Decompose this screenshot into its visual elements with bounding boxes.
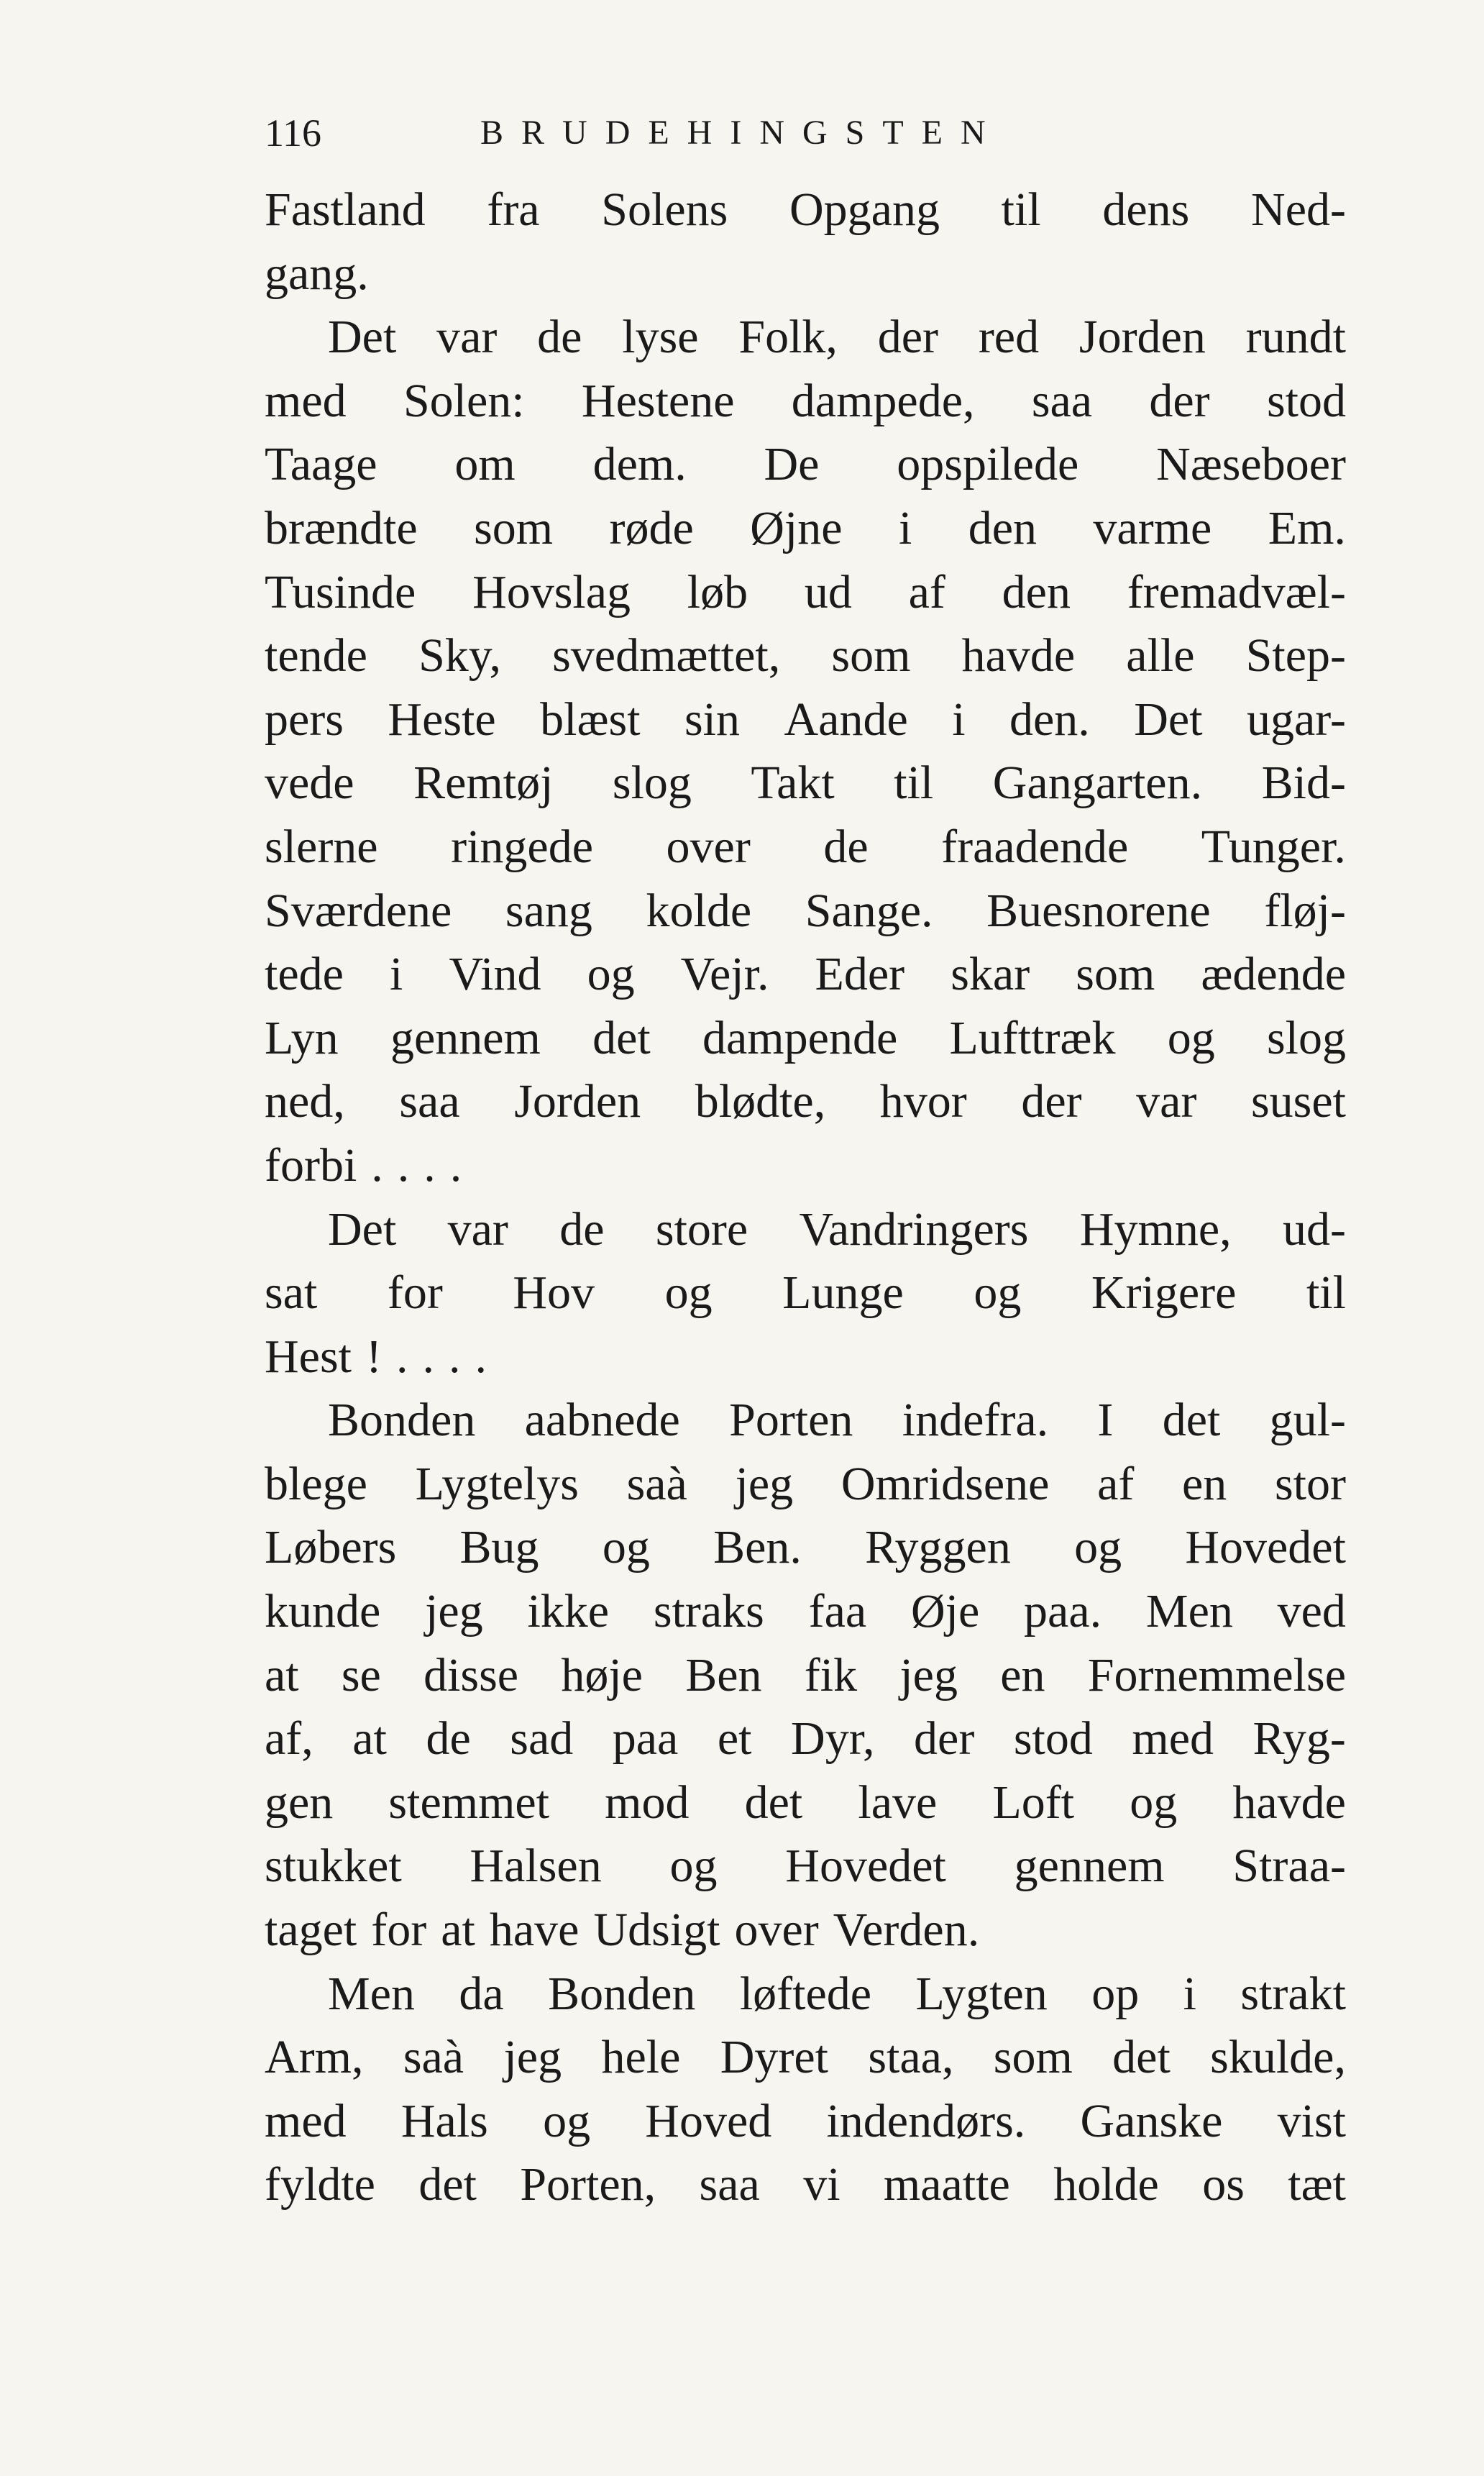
text-word: gennem (1014, 1840, 1165, 1893)
text-word: som (993, 2031, 1073, 2084)
text-word: Bonden (328, 1394, 476, 1447)
text-word: sin (684, 693, 741, 746)
text-word: rundt (1245, 311, 1346, 364)
text-word: hvor (879, 1075, 967, 1128)
text-word: af (908, 565, 945, 618)
text-word: stukket (265, 1840, 402, 1893)
text-line (265, 2026, 1346, 2090)
text-word: i (952, 693, 966, 746)
text-word: af (1097, 1457, 1135, 1510)
text-word: de (426, 1712, 471, 1765)
text-word: varme (1093, 501, 1212, 554)
text-word: De (764, 438, 820, 491)
text-word: . (449, 1138, 462, 1192)
text-word: Ben (685, 1648, 762, 1701)
text-word: og (1167, 1011, 1215, 1064)
text-line (265, 1134, 1346, 1198)
text-word: det (1162, 1394, 1221, 1447)
text-word: Ryg- (1252, 1712, 1346, 1765)
text-word: til (1001, 183, 1041, 236)
text-word: holde (1053, 2158, 1159, 2211)
text-word: saà (403, 2031, 464, 2084)
text-word: for (371, 1904, 427, 1957)
text-word: der (914, 1712, 975, 1765)
text-word: Øje (910, 1585, 980, 1638)
text-word: med (1132, 1712, 1214, 1765)
text-word: Hovedet (1185, 1521, 1346, 1574)
text-word: se (341, 1648, 381, 1701)
text-word: strakt (1240, 1967, 1346, 2020)
text-word: skulde, (1210, 2031, 1346, 2084)
text-word: Ned- (1251, 183, 1346, 236)
text-word: Vind (449, 948, 541, 1001)
text-line (265, 1963, 1346, 2027)
text-word: Ben. (713, 1521, 802, 1574)
text-word: Gangarten. (992, 757, 1203, 810)
text-word: i (390, 948, 403, 1001)
text-word: de (559, 1202, 605, 1256)
text-word: Verden. (833, 1904, 980, 1957)
text-line (265, 2090, 1346, 2154)
text-word: ædende (1201, 948, 1346, 1001)
text-word: en (1000, 1648, 1045, 1701)
text-line (265, 1899, 1346, 1963)
text-word: . (397, 1138, 410, 1192)
text-word: indendørs. (826, 2094, 1026, 2147)
text-word: Tusinde (265, 565, 416, 618)
text-word: Taage (265, 438, 377, 491)
text-word: vede (265, 757, 354, 810)
text-word: Hestene (581, 374, 735, 427)
text-word: over (666, 820, 751, 873)
text-word: gul- (1269, 1394, 1346, 1447)
text-word: løb (687, 565, 748, 618)
text-line (265, 2153, 1346, 2217)
text-word: saa (1031, 374, 1093, 427)
text-word: paa (612, 1712, 679, 1765)
text-word: Loft (992, 1776, 1075, 1829)
text-word: fyldte (265, 2158, 375, 2211)
text-word: Dyret (720, 2031, 828, 2084)
text-word: Men (1145, 1585, 1233, 1638)
text-word: for (387, 1266, 443, 1320)
text-word: den. (1009, 693, 1090, 746)
text-word: jeg (899, 1648, 958, 1701)
text-word: brændte (265, 501, 418, 554)
text-word: Hymne, (1079, 1202, 1232, 1256)
text-word: og (543, 2094, 591, 2147)
text-word: ud- (1282, 1202, 1346, 1256)
text-line (265, 1007, 1346, 1071)
text-word: lave (858, 1776, 938, 1829)
text-word: det (744, 1776, 803, 1829)
text-line (265, 1070, 1346, 1134)
text-line (265, 1580, 1346, 1644)
text-word: Det (328, 1202, 397, 1256)
text-word: ! (365, 1330, 382, 1383)
text-word: sat (265, 1266, 318, 1320)
text-word: Solens (601, 183, 728, 236)
text-word: Sværdene (265, 884, 452, 937)
text-word: den (968, 501, 1037, 554)
text-word: Aande (784, 693, 908, 746)
text-word: og (669, 1840, 718, 1893)
text-word: saa (699, 2158, 760, 2211)
text-word: Bid- (1261, 757, 1346, 810)
text-word: Porten (729, 1394, 853, 1447)
text-word: høje (561, 1648, 643, 1701)
text-word: op (1091, 1967, 1140, 2020)
text-word: suset (1251, 1075, 1346, 1128)
text-word: i (898, 501, 912, 554)
text-word: I (1097, 1394, 1114, 1447)
text-word: jeg (735, 1457, 794, 1510)
text-word: der (877, 311, 939, 364)
text-word: tæt (1288, 2158, 1346, 2211)
text-word: Løbers (265, 1521, 397, 1574)
text-word: havde (961, 629, 1076, 682)
text-word: Jorden (1078, 311, 1206, 364)
text-word: taget (265, 1904, 357, 1957)
text-word: skar (951, 948, 1030, 1001)
page-header (265, 104, 1343, 162)
text-word: de (823, 820, 869, 873)
text-word: stor (1274, 1457, 1346, 1510)
text-word: . (422, 1330, 434, 1383)
text-word: indefra. (902, 1394, 1049, 1447)
text-word: et (717, 1712, 752, 1765)
text-word: Halsen (470, 1840, 602, 1893)
text-word: tede (265, 948, 344, 1001)
text-line (265, 1261, 1346, 1325)
text-word: det (592, 1011, 651, 1064)
text-word: . (395, 1330, 408, 1383)
text-word: . (371, 1138, 383, 1192)
text-word: . (475, 1330, 487, 1383)
text-word: dampende (702, 1011, 898, 1064)
text-word: gang. (265, 247, 369, 300)
text-line (265, 688, 1346, 752)
text-line (265, 1516, 1346, 1580)
text-word: Porten, (520, 2158, 656, 2211)
text-word: og (974, 1266, 1022, 1320)
text-word: Dyr, (791, 1712, 875, 1765)
text-word: fløj- (1264, 884, 1346, 937)
text-word: opspilede (897, 438, 1079, 491)
text-word: slog (1266, 1011, 1346, 1064)
text-word: dens (1102, 183, 1190, 236)
text-word: stod (1266, 374, 1346, 427)
text-word: fra (487, 183, 540, 236)
text-word: red (978, 311, 1040, 364)
text-word: Opgang (789, 183, 940, 236)
text-word: ved (1277, 1585, 1346, 1638)
text-word: ned, (265, 1075, 345, 1128)
text-word: fik (804, 1648, 858, 1701)
text-line (265, 370, 1346, 434)
text-word: . (423, 1138, 436, 1192)
text-word: og (1130, 1776, 1178, 1829)
text-line (265, 306, 1346, 370)
text-word: Solen: (403, 374, 525, 427)
text-word: Vejr. (680, 948, 769, 1001)
text-word: jeg (503, 2031, 562, 2084)
text-word: i (1183, 1967, 1196, 2020)
running-title: BRUDEHINGSTEN (480, 114, 1004, 152)
text-word: Ganske (1080, 2094, 1223, 2147)
text-word: Step- (1245, 629, 1346, 682)
text-word: og (1074, 1521, 1122, 1574)
text-word: at (352, 1712, 387, 1765)
text-word: Remtøj (413, 757, 554, 810)
text-word: have (489, 1904, 580, 1957)
text-word: fremadvæl- (1127, 565, 1346, 618)
text-word: Hoved (645, 2094, 772, 2147)
text-word: saà (626, 1457, 687, 1510)
text-word: kunde (265, 1585, 381, 1638)
text-word: Ryggen (865, 1521, 1011, 1574)
page-number: 116 (265, 111, 321, 155)
text-word: svedmættet, (552, 629, 781, 682)
text-line (265, 1389, 1346, 1453)
text-word: som (831, 629, 911, 682)
text-word: der (1149, 374, 1210, 427)
text-line (265, 1453, 1346, 1517)
text-word: aabnede (524, 1394, 680, 1447)
text-word: var (447, 1202, 508, 1256)
text-line (265, 561, 1346, 625)
text-word: til (1306, 1266, 1346, 1320)
text-word: var (1136, 1075, 1197, 1128)
text-word: Lunge (782, 1266, 904, 1320)
text-line (265, 880, 1346, 944)
text-word: de (537, 311, 582, 364)
text-line (265, 1771, 1346, 1835)
text-word: vi (803, 2158, 841, 2211)
text-word: der (1021, 1075, 1082, 1128)
text-word: med (265, 2094, 347, 2147)
text-word: Buesnorene (986, 884, 1211, 937)
text-word: Bug (459, 1521, 539, 1574)
text-word: over (734, 1904, 819, 1957)
text-word: at (265, 1648, 299, 1701)
text-word: stod (1013, 1712, 1093, 1765)
text-word: løftede (739, 1967, 872, 2020)
text-word: røde (609, 501, 694, 554)
text-word: havde (1232, 1776, 1346, 1829)
text-word: at (441, 1904, 475, 1957)
text-line (265, 1198, 1346, 1262)
text-word: ikke (527, 1585, 610, 1638)
text-word: det (1112, 2031, 1171, 2084)
text-word: Heste (388, 693, 496, 746)
text-word: slog (612, 757, 692, 810)
text-word: Fastland (265, 183, 426, 236)
text-word: Fornemmelse (1087, 1648, 1346, 1701)
text-word: Øjne (750, 501, 843, 554)
text-word: og (602, 1521, 650, 1574)
text-word: om (454, 438, 516, 491)
text-word: af, (265, 1712, 313, 1765)
text-word: Krigere (1091, 1266, 1237, 1320)
text-word: som (474, 501, 554, 554)
text-word: sad (510, 1712, 574, 1765)
text-word: Lygtelys (415, 1457, 579, 1510)
text-line (265, 752, 1346, 816)
text-word: Folk, (738, 311, 838, 364)
text-word: dampede, (791, 374, 975, 427)
text-word: Hovslag (472, 565, 631, 618)
text-word: ringede (451, 820, 594, 873)
text-line (265, 1644, 1346, 1708)
text-line (265, 1707, 1346, 1771)
text-word: Takt (751, 757, 835, 810)
text-word: ud (804, 565, 852, 618)
text-word: stemmet (388, 1776, 550, 1829)
text-word: slerne (265, 820, 378, 873)
text-word: gen (265, 1776, 334, 1829)
text-word: kolde (646, 884, 752, 937)
text-word: store (655, 1202, 748, 1256)
text-line (265, 242, 1346, 306)
text-word: blæst (540, 693, 641, 746)
text-word: blege (265, 1457, 367, 1510)
text-word: en (1182, 1457, 1227, 1510)
text-line (265, 1835, 1346, 1899)
text-word: Jorden (514, 1075, 641, 1128)
text-word: den (1002, 565, 1071, 618)
text-word: Vandringers (799, 1202, 1029, 1256)
text-line (265, 624, 1346, 688)
text-word: Hov (513, 1266, 595, 1320)
text-word: Hovedet (785, 1840, 946, 1893)
text-line (265, 433, 1346, 497)
text-word: Sange. (805, 884, 933, 937)
text-word: Men (328, 1967, 415, 2020)
text-word: os (1202, 2158, 1245, 2211)
text-word: Lufttræk (949, 1011, 1116, 1064)
text-word: dem. (592, 438, 687, 491)
text-word: Hals (400, 2094, 488, 2147)
text-word: saa (399, 1075, 460, 1128)
text-word: Omridsene (841, 1457, 1050, 1510)
text-word: sang (505, 884, 592, 937)
text-word: Sky, (418, 629, 501, 682)
text-word: pers (265, 693, 344, 746)
text-word: og (587, 948, 635, 1001)
text-word: staa, (868, 2031, 954, 2084)
body-text (265, 178, 1346, 2217)
text-word: Det (328, 311, 397, 364)
text-word: Lyn (265, 1011, 339, 1064)
text-word: alle (1126, 629, 1195, 682)
text-word: og (664, 1266, 713, 1320)
text-word: ugar- (1247, 693, 1346, 746)
text-word: forbi (265, 1138, 357, 1192)
text-word: faa (808, 1585, 867, 1638)
text-line (265, 816, 1346, 880)
text-word: blødte, (695, 1075, 826, 1128)
text-word: straks (653, 1585, 764, 1638)
text-word: til (894, 757, 934, 810)
text-word: . (448, 1330, 461, 1383)
text-word: fraadende (941, 820, 1129, 873)
text-word: paa. (1024, 1585, 1102, 1638)
text-word: Straa- (1232, 1840, 1346, 1893)
text-line (265, 497, 1346, 561)
text-word: var (436, 311, 498, 364)
text-word: Eder (815, 948, 905, 1001)
text-word: med (265, 374, 347, 427)
text-word: tende (265, 629, 367, 682)
text-line (265, 1325, 1346, 1389)
text-word: maatte (883, 2158, 1010, 2211)
text-word: vist (1277, 2094, 1346, 2147)
text-word: Em. (1268, 501, 1346, 554)
text-line (265, 943, 1346, 1007)
text-word: da (459, 1967, 504, 2020)
text-word: jeg (425, 1585, 483, 1638)
text-word: disse (423, 1648, 519, 1701)
text-word: lyse (622, 311, 699, 364)
text-word: hele (601, 2031, 681, 2084)
text-word: Arm, (265, 2031, 364, 2084)
text-word: Lygten (915, 1967, 1048, 2020)
text-word: Det (1134, 693, 1203, 746)
text-word: det (418, 2158, 477, 2211)
text-word: Tunger. (1201, 820, 1346, 873)
text-word: som (1076, 948, 1155, 1001)
text-word: Næseboer (1156, 438, 1346, 491)
text-word: Bonden (548, 1967, 696, 2020)
text-word: mod (605, 1776, 690, 1829)
text-word: gennem (390, 1011, 541, 1064)
text-word: Hest (265, 1330, 352, 1383)
text-word: Udsigt (593, 1904, 720, 1957)
text-line (265, 178, 1346, 242)
